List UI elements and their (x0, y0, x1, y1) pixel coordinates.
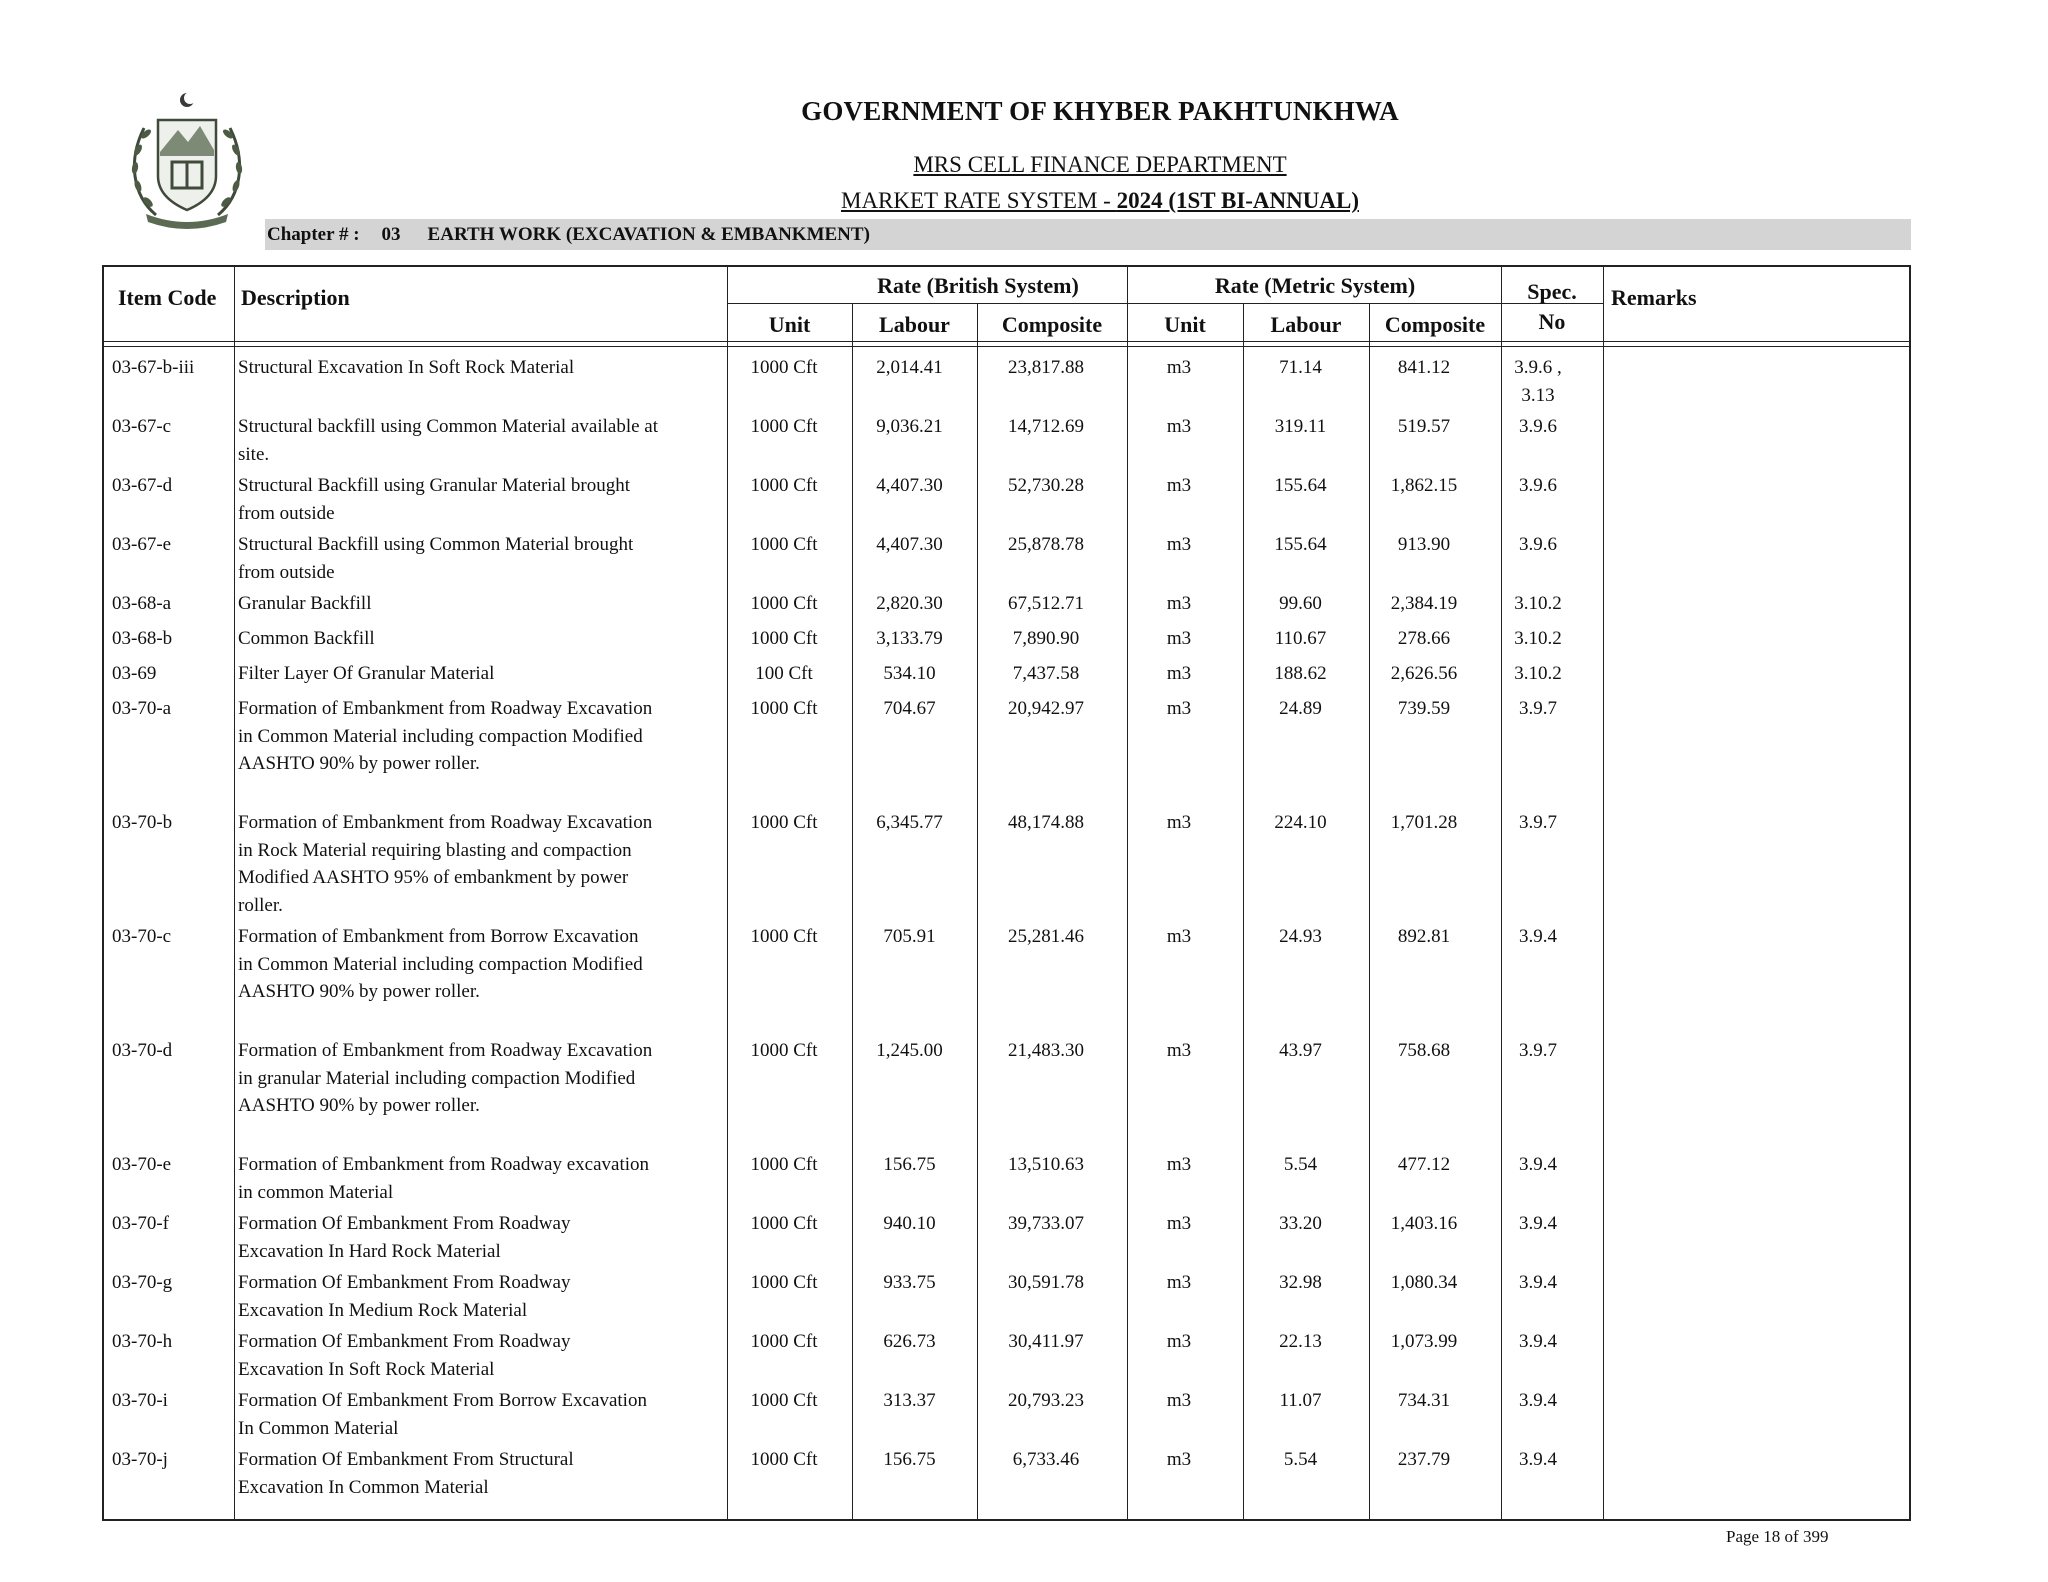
header-spec-line1: Spec. (1527, 279, 1577, 304)
spec-no: 3.9.4 (1519, 1154, 1557, 1175)
british-labour: 313.37 (883, 1390, 936, 1411)
metric-labour: 24.89 (1279, 698, 1322, 719)
item-code: 03-67-d (112, 475, 173, 496)
british-labour: 2,820.30 (876, 593, 943, 614)
british-labour: 1,245.00 (876, 1040, 943, 1061)
item-description: Common Backfill (238, 628, 375, 649)
british-composite: 48,174.88 (1008, 812, 1084, 833)
rates-table (102, 265, 1911, 1521)
metric-labour: 224.10 (1274, 812, 1327, 833)
metric-labour: 22.13 (1279, 1331, 1322, 1352)
metric-labour: 43.97 (1279, 1040, 1322, 1061)
metric-labour: 188.62 (1274, 663, 1327, 684)
page-number: Page 18 of 399 (1726, 1527, 1829, 1546)
spec-no: 3.9.4 (1519, 1449, 1557, 1470)
col-divider-code (234, 265, 235, 1521)
metric-composite: 1,073.99 (1390, 1331, 1458, 1352)
header-british-labour: Labour (879, 312, 950, 337)
british-unit: 1000 Cft (750, 628, 818, 649)
item-description: Formation of Embankment from Roadway excavation in common Material (238, 1154, 650, 1203)
spec-no: 3.9.4 (1519, 926, 1557, 947)
item-code: 03-68-b (112, 628, 173, 649)
british-composite: 30,591.78 (1008, 1272, 1084, 1293)
item-description: Formation Of Embankment From Roadway Excavation In Hard Rock Material (238, 1213, 571, 1262)
metric-composite: 739.59 (1397, 698, 1451, 719)
metric-composite: 2,626.56 (1390, 663, 1458, 684)
item-code: 03-70-a (112, 698, 172, 719)
british-labour: 156.75 (883, 1154, 936, 1175)
metric-labour: 24.93 (1279, 926, 1322, 947)
metric-composite: 1,862.15 (1390, 475, 1458, 496)
spec-no: 3.9.7 (1519, 698, 1557, 719)
metric-unit: m3 (1166, 475, 1192, 496)
department-name: MRS CELL FINANCE DEPARTMENT (913, 152, 1287, 177)
item-code: 03-70-i (112, 1390, 168, 1411)
item-code: 03-68-a (112, 593, 172, 614)
item-description: Granular Backfill (238, 593, 372, 614)
system-title (760, 188, 1440, 214)
item-description: Filter Layer Of Granular Material (238, 663, 495, 684)
british-unit: 1000 Cft (750, 593, 818, 614)
metric-unit: m3 (1166, 1390, 1192, 1411)
item-description: Structural backfill using Common Material available at site. (238, 416, 658, 465)
item-description: Structural Backfill using Granular Material brought from outside (238, 475, 631, 524)
british-composite: 52,730.28 (1008, 475, 1084, 496)
british-unit: 1000 Cft (750, 1449, 818, 1470)
british-composite: 7,890.90 (1012, 628, 1080, 649)
british-labour: 3,133.79 (876, 628, 943, 649)
metric-composite: 237.79 (1397, 1449, 1451, 1470)
item-description: Formation Of Embankment From Roadway Excavation In Soft Rock Material (238, 1331, 571, 1380)
chapter-number: 03 (381, 224, 401, 245)
british-composite: 25,281.46 (1008, 926, 1084, 947)
metric-composite: 913.90 (1397, 534, 1451, 555)
british-unit: 100 Cft (755, 663, 813, 684)
british-labour: 705.91 (883, 926, 936, 947)
item-code: 03-67-e (112, 534, 172, 555)
item-code: 03-70-e (112, 1154, 172, 1175)
spec-no: 3.9.4 (1519, 1390, 1557, 1411)
item-description: Formation Of Embankment From Roadway Excavation In Medium Rock Material (238, 1272, 571, 1321)
header-metric-system: Rate (Metric System) (1214, 273, 1416, 298)
british-composite: 6,733.46 (1012, 1449, 1080, 1470)
system-edition: 2024 (1ST BI-ANNUAL) (1116, 188, 1359, 213)
spec-no: 3.10.2 (1514, 663, 1562, 684)
item-description: Formation of Embankment from Roadway Excavation in Rock Material requiring blasting and compaction Modified AASHTO 95% of embankment by power roller. (238, 812, 653, 916)
header-item-code: Item Code (118, 285, 217, 310)
metric-unit: m3 (1166, 698, 1192, 719)
british-composite: 20,942.97 (1008, 698, 1084, 719)
metric-labour: 110.67 (1274, 628, 1327, 649)
header-remarks: Remarks (1611, 285, 1697, 310)
metric-labour: 155.64 (1274, 475, 1327, 496)
metric-unit: m3 (1166, 1449, 1192, 1470)
item-description: Structural Excavation In Soft Rock Material (238, 357, 575, 378)
british-unit: 1000 Cft (750, 1040, 818, 1061)
british-unit: 1000 Cft (750, 926, 818, 947)
page-title: GOVERNMENT OF KHYBER PAKHTUNKHWA (801, 96, 1399, 126)
item-description: Formation of Embankment from Roadway Excavation in Common Material including compaction Modified AASHTO 90% by power roller. (238, 698, 653, 774)
british-composite: 67,512.71 (1008, 593, 1084, 614)
british-labour: 9,036.21 (876, 416, 943, 437)
british-composite: 20,793.23 (1008, 1390, 1084, 1411)
metric-composite: 519.57 (1397, 416, 1451, 437)
british-labour: 4,407.30 (876, 534, 943, 555)
metric-composite: 892.81 (1397, 926, 1451, 947)
metric-composite: 734.31 (1397, 1390, 1451, 1411)
metric-unit: m3 (1166, 1331, 1192, 1352)
item-description: Formation of Embankment from Borrow Excavation in Common Material including compaction Modified AASHTO 90% by power roller. (238, 926, 643, 1002)
metric-labour: 32.98 (1279, 1272, 1322, 1293)
item-code: 03-70-d (112, 1040, 173, 1061)
british-composite: 25,878.78 (1008, 534, 1084, 555)
metric-composite: 1,701.28 (1390, 812, 1458, 833)
item-code: 03-70-h (112, 1331, 173, 1352)
metric-labour: 5.54 (1283, 1449, 1318, 1470)
item-code: 03-67-b-iii (112, 357, 195, 378)
metric-unit: m3 (1166, 1154, 1192, 1175)
british-composite: 23,817.88 (1008, 357, 1084, 378)
metric-unit: m3 (1166, 534, 1192, 555)
metric-composite: 2,384.19 (1390, 593, 1458, 614)
metric-unit: m3 (1166, 357, 1192, 378)
metric-unit: m3 (1166, 416, 1192, 437)
header-bottom-rule-2 (102, 346, 1911, 347)
british-composite: 7,437.58 (1012, 663, 1080, 684)
british-labour: 534.10 (883, 663, 936, 684)
metric-composite: 1,080.34 (1390, 1272, 1458, 1293)
metric-unit: m3 (1166, 812, 1192, 833)
british-unit: 1000 Cft (750, 416, 818, 437)
header-british-unit: Unit (768, 312, 811, 337)
british-unit: 1000 Cft (750, 698, 818, 719)
british-unit: 1000 Cft (750, 534, 818, 555)
header-spec-line2: No (1538, 309, 1566, 334)
spec-no: 3.9.4 (1519, 1272, 1557, 1293)
british-labour: 626.73 (883, 1331, 936, 1352)
header-spec-no (1501, 277, 1603, 337)
chapter-label: Chapter # : (267, 224, 360, 245)
british-labour: 940.10 (883, 1213, 936, 1234)
british-composite: 21,483.30 (1008, 1040, 1084, 1061)
metric-labour: 5.54 (1283, 1154, 1318, 1175)
system-prefix: MARKET RATE SYSTEM - (841, 188, 1117, 213)
british-labour: 4,407.30 (876, 475, 943, 496)
british-unit: 1000 Cft (750, 812, 818, 833)
metric-unit: m3 (1166, 628, 1192, 649)
british-labour: 6,345.77 (876, 812, 943, 833)
spec-no: 3.9.6 , 3.13 (1514, 357, 1562, 406)
col-divider-spec (1603, 265, 1604, 1521)
item-code: 03-67-c (112, 416, 172, 437)
item-description: Structural Backfill using Common Material brought from outside (238, 534, 634, 583)
metric-composite: 278.66 (1397, 628, 1451, 649)
british-labour: 2,014.41 (876, 357, 943, 378)
header-bottom-rule (102, 341, 1911, 342)
item-code: 03-70-j (112, 1449, 168, 1470)
british-unit: 1000 Cft (750, 1390, 818, 1411)
item-code: 03-70-b (112, 812, 173, 833)
item-description: Formation of Embankment from Roadway Excavation in granular Material including compaction Modified AASHTO 90% by power roller. (238, 1040, 653, 1116)
british-labour: 156.75 (883, 1449, 936, 1470)
british-composite: 14,712.69 (1008, 416, 1084, 437)
header-metric-unit: Unit (1164, 312, 1206, 337)
header-british-composite: Composite (1001, 312, 1103, 337)
metric-labour: 11.07 (1279, 1390, 1322, 1411)
spec-no: 3.10.2 (1514, 628, 1562, 649)
british-composite: 13,510.63 (1008, 1154, 1084, 1175)
metric-unit: m3 (1166, 926, 1192, 947)
metric-composite: 1,403.16 (1390, 1213, 1458, 1234)
british-unit: 1000 Cft (750, 475, 818, 496)
british-unit: 1000 Cft (750, 1154, 818, 1175)
british-unit: 1000 Cft (750, 357, 818, 378)
spec-no: 3.9.6 (1519, 416, 1557, 437)
metric-unit: m3 (1166, 1272, 1192, 1293)
header-british-system: Rate (British System) (877, 273, 1079, 298)
spec-no: 3.9.4 (1519, 1213, 1557, 1234)
metric-unit: m3 (1166, 663, 1192, 684)
item-code: 03-70-c (112, 926, 172, 947)
metric-labour: 71.14 (1279, 357, 1322, 378)
british-unit: 1000 Cft (750, 1331, 818, 1352)
spec-no: 3.9.6 (1519, 475, 1557, 496)
metric-unit: m3 (1166, 1040, 1192, 1061)
metric-labour: 99.60 (1279, 593, 1322, 614)
spec-no: 3.10.2 (1514, 593, 1562, 614)
spec-no: 3.9.6 (1519, 534, 1557, 555)
british-composite: 39,733.07 (1008, 1213, 1084, 1234)
metric-unit: m3 (1166, 1213, 1192, 1234)
metric-labour: 319.11 (1274, 416, 1327, 437)
item-code: 03-70-f (112, 1213, 169, 1234)
british-unit: 1000 Cft (750, 1213, 818, 1234)
metric-labour: 155.64 (1274, 534, 1327, 555)
spec-no: 3.9.7 (1519, 1040, 1557, 1061)
spec-no: 3.9.4 (1519, 1331, 1557, 1352)
british-labour: 704.67 (883, 698, 936, 719)
item-description: Formation Of Embankment From Borrow Excavation In Common Material (238, 1390, 647, 1439)
government-emblem-icon (126, 90, 248, 232)
item-description: Formation Of Embankment From Structural Excavation In Common Material (238, 1449, 574, 1498)
metric-composite: 477.12 (1397, 1154, 1451, 1175)
metric-labour: 33.20 (1279, 1213, 1322, 1234)
item-code: 03-70-g (112, 1272, 173, 1293)
header-metric-composite: Composite (1384, 312, 1486, 337)
header-metric-labour: Labour (1270, 312, 1342, 337)
british-composite: 30,411.97 (1008, 1331, 1084, 1352)
metric-composite: 841.12 (1397, 357, 1451, 378)
metric-unit: m3 (1166, 593, 1192, 614)
metric-composite: 758.68 (1397, 1040, 1451, 1061)
item-code: 03-69 (112, 663, 157, 684)
header-description: Description (241, 285, 350, 310)
british-unit: 1000 Cft (750, 1272, 818, 1293)
spec-no: 3.9.7 (1519, 812, 1557, 833)
british-labour: 933.75 (883, 1272, 936, 1293)
chapter-bar (265, 219, 1911, 250)
chapter-title: EARTH WORK (EXCAVATION & EMBANKMENT) (427, 224, 870, 245)
